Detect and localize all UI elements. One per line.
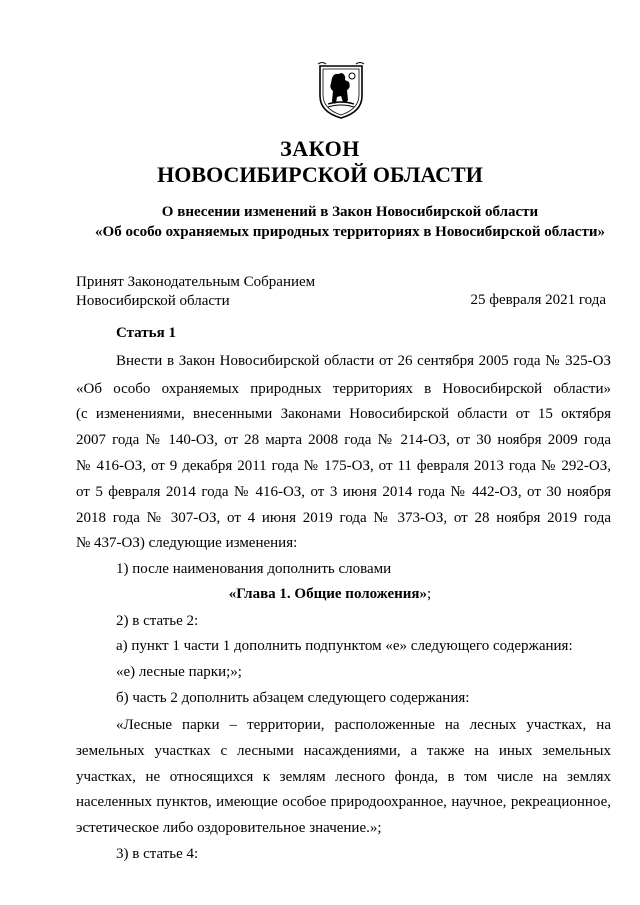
adoption-line1: Принят Законодательным Собранием xyxy=(76,274,316,290)
article-line: № 416-ОЗ, от 9 декабря 2011 года № 175-ОЗ, от 11 февраля 2013 года № 292-ОЗ, xyxy=(76,458,611,474)
article-line: (с изменениями, внесенными Законами Новосибирской области от 15 октября xyxy=(76,406,611,422)
item-3: 3) в статье 4: xyxy=(116,846,199,862)
item-2a-quote: «е) лесные парки;»; xyxy=(116,664,242,680)
coat-of-arms-icon xyxy=(316,60,366,120)
chapter-insert-tail: ; xyxy=(427,586,432,602)
law-subtitle-line2: «Об особо охраняемых природных территориях в Новосибирской области» xyxy=(95,224,605,240)
law-subtitle-line1: О внесении изменений в Закон Новосибирской области xyxy=(161,204,539,220)
quote-line: эстетическое либо оздоровительное значение.»; xyxy=(76,820,382,836)
adoption-date: 25 февраля 2021 года xyxy=(470,292,606,308)
quote-line: земельных участках с лесными насаждениями, а также на иных земельных xyxy=(76,743,611,759)
article-line: Внести в Закон Новосибирской области от 26 сентября 2005 года № 325-ОЗ xyxy=(116,353,611,369)
article-line: «Об особо охраняемых природных территориях в Новосибирской области» xyxy=(76,381,611,397)
quote-line: населенных пунктов, имеющие особое природоохранное, научное, рекреационное, xyxy=(76,794,611,810)
adoption-line2: Новосибирской области xyxy=(76,293,230,309)
item-2: 2) в статье 2: xyxy=(116,613,199,629)
article-line: от 5 февраля 2014 года № 416-ОЗ, от 3 июня 2014 года № 442-ОЗ, от 30 ноября xyxy=(76,484,611,500)
chapter-insert-bold: «Глава 1. Общие положения» xyxy=(228,586,428,602)
chapter-insert xyxy=(50,586,610,603)
article-line: № 437-ОЗ) следующие изменения: xyxy=(76,535,298,551)
quote-line: «Лесные парки – территории, расположенные на лесных участках, на xyxy=(116,717,611,733)
article-line: 2018 года № 307-ОЗ, от 4 июня 2019 года № 373-ОЗ, от 28 ноября 2019 года xyxy=(76,510,611,526)
document-type-title: ЗАКОН xyxy=(280,136,360,161)
item-2b: б) часть 2 дополнить абзацем следующего содержания: xyxy=(116,690,470,706)
quote-line: участках, не относящихся к землям лесного фонда, в том числе на землях xyxy=(76,769,611,785)
item-1: 1) после наименования дополнить словами xyxy=(116,561,392,577)
article-heading: Статья 1 xyxy=(116,325,176,341)
item-2a: а) пункт 1 части 1 дополнить подпунктом «е» следующего содержания: xyxy=(116,638,573,654)
adoption-block xyxy=(76,273,315,311)
document-region-title: НОВОСИБИРСКОЙ ОБЛАСТИ xyxy=(157,162,483,187)
article-line: 2007 года № 140-ОЗ, от 28 марта 2008 года № 214-ОЗ, от 30 ноября 2009 года xyxy=(76,432,611,448)
